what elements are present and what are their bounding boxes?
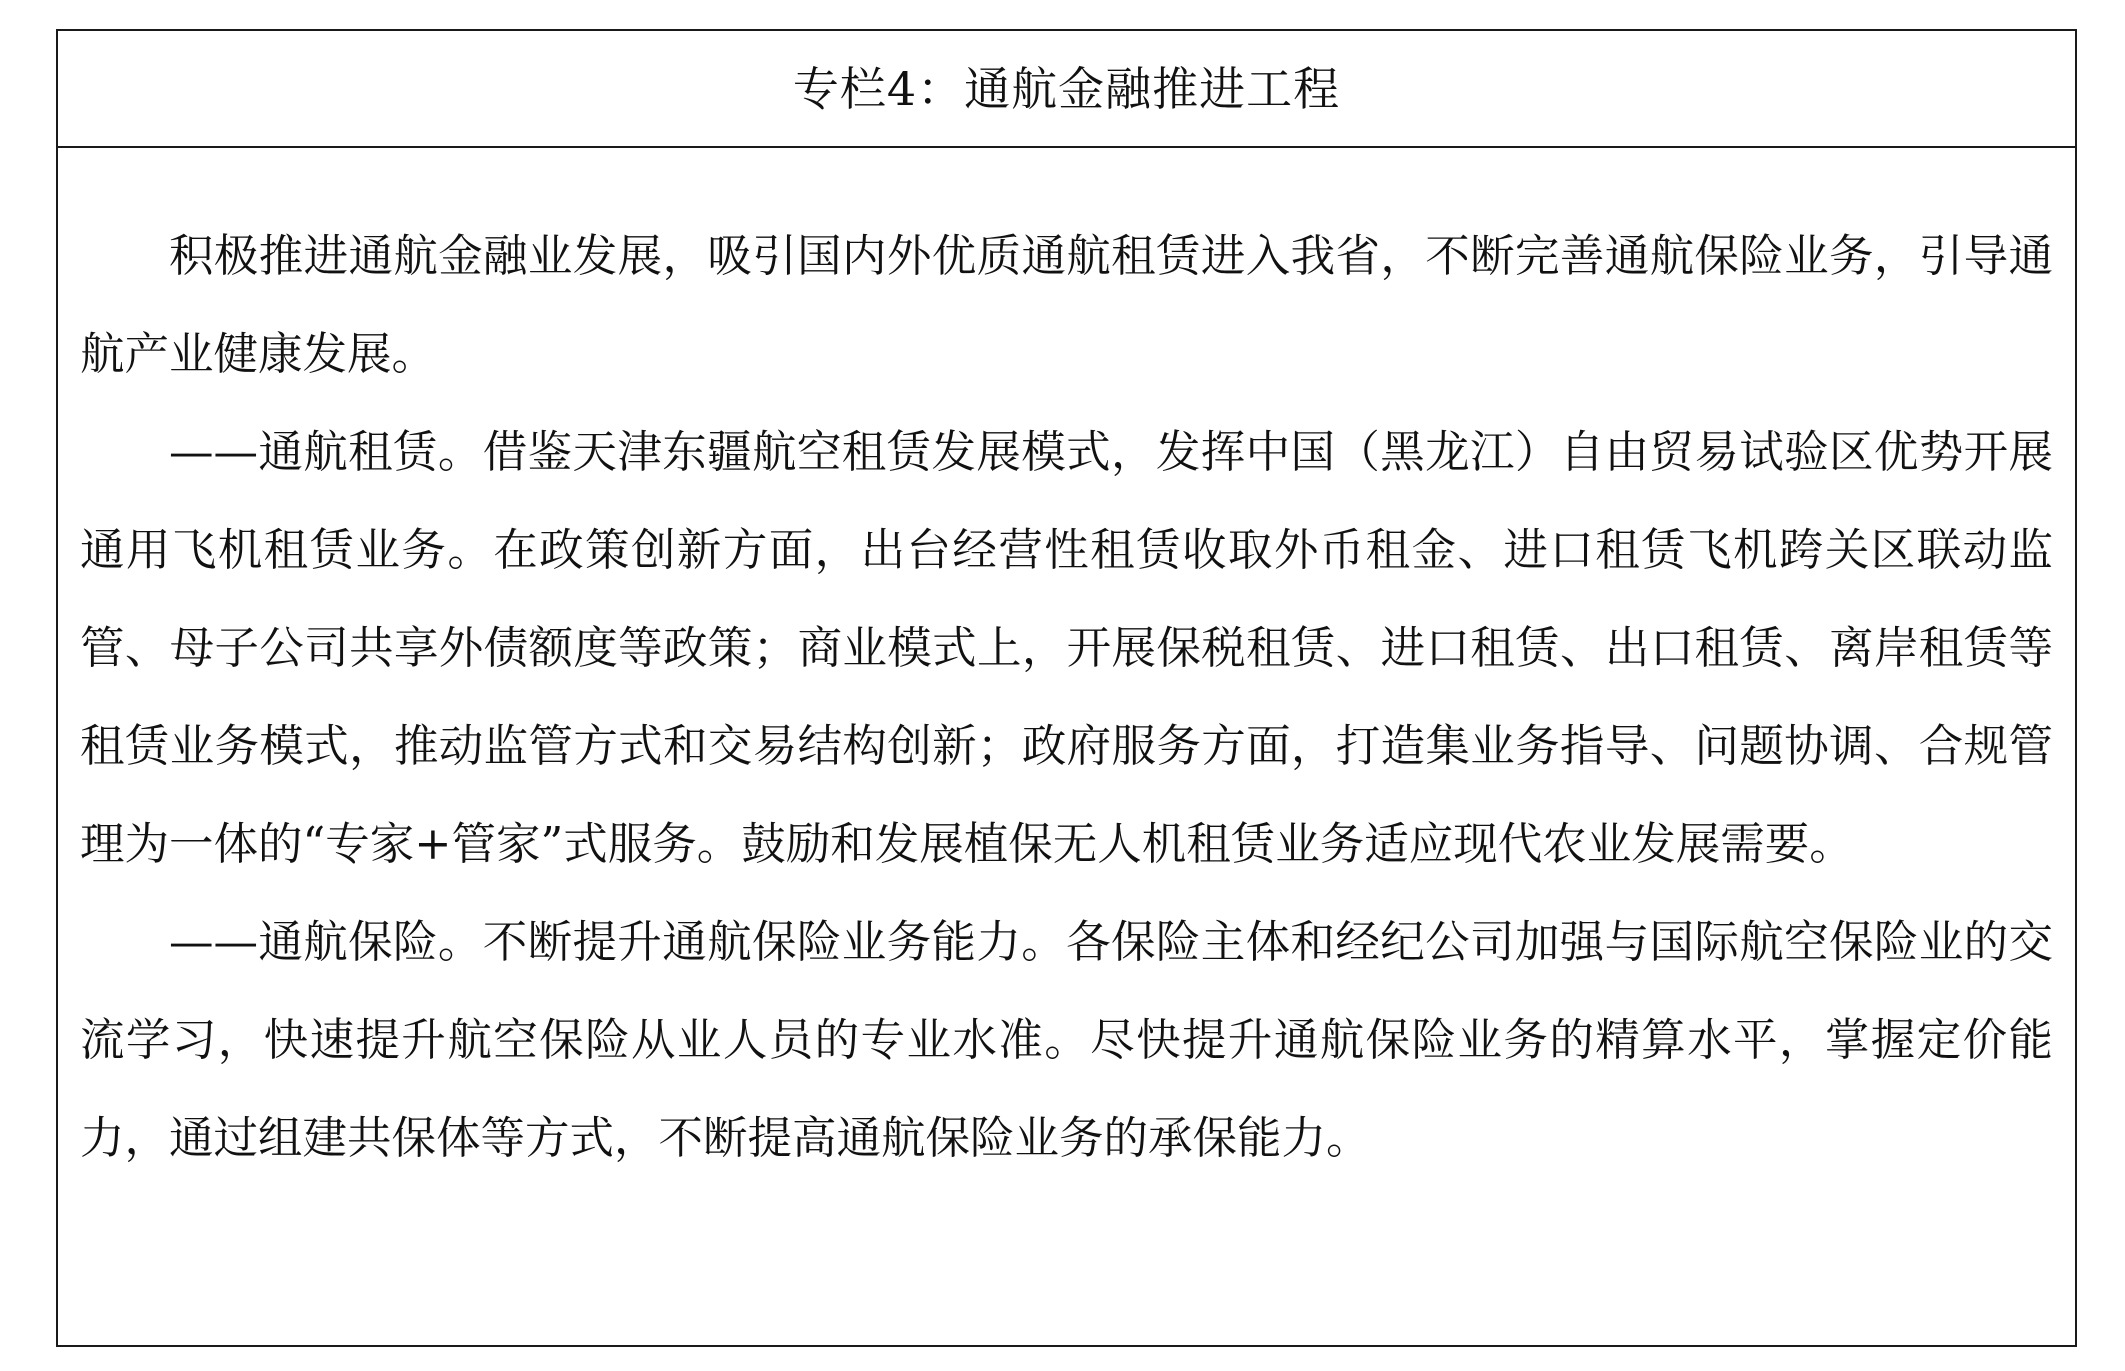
paragraph-insurance: ——通航保险。不断提升通航保险业务能力。各保险主体和经纪公司加强与国际航空保险业的交流学习，快速提升航空保险从业人员的专业水准。尽快提升通航保险业务的精算水平，掌握定价能力，通过组建共保体等方式，不断提高通航保险业务的承保能力。 xyxy=(80,917,2053,1164)
paragraph-leasing: ——通航租赁。借鉴天津东疆航空租赁发展模式，发挥中国（黑龙江）自由贸易试验区优势开展通用飞机租赁业务。在政策创新方面，出台经营性租赁收取外币租金、进口租赁飞机跨关区联动监管、母子公司共享外债额度等政策；商业模式上，开展保税租赁、进口租赁、出口租赁、离岸租赁等租赁业务模式，推动监管方式和交易结构创新；政府服务方面，打造集业务指导、问题协调、合规管理为一体的“专家+管家”式服务。鼓励和发展植保无人机租赁业务适应现代农业发展需要。 xyxy=(80,427,2053,870)
paragraph-intro: 积极推进通航金融业发展，吸引国内外优质通航租赁进入我省，不断完善通航保险业务，引导通航产业健康发展。 xyxy=(80,231,2053,380)
column-title: 专栏4：通航金融推进工程 xyxy=(792,61,1341,116)
column-body xyxy=(58,148,2075,1188)
column-box xyxy=(56,29,2077,1347)
column-header xyxy=(58,31,2075,148)
